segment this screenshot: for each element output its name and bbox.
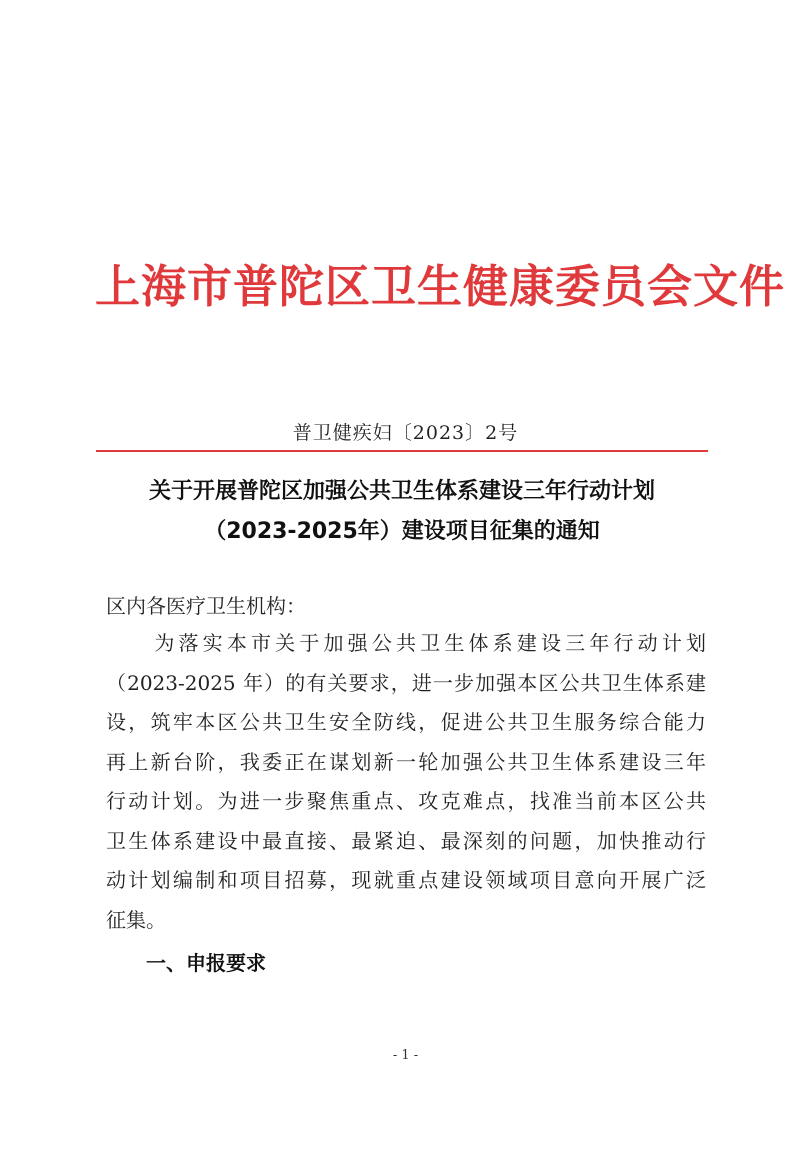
body-line: 再上新台阶，我委正在谋划新一轮加强公共卫生体系建设三年 [106,749,706,774]
body-line: 设，筑牢本区公共卫生安全防线，促进公共卫生服务综合能力 [106,710,706,734]
body-paragraph [106,624,706,940]
document-title [96,472,708,552]
title-line-2: （2023-2025年）建设项目征集的通知 [204,519,600,544]
page-number: - 1 - [392,1048,419,1063]
section-heading: 一、申报要求 [146,951,266,975]
body-line: 卫生体系建设中最直接、最紧迫、最深刻的问题，加快推动行 [106,828,706,853]
body-line: 动计划编制和项目招募，现就重点建设领域项目意向开展广泛 [106,868,706,892]
document-number: 普卫健疾妇〔2023〕2号 [292,422,519,444]
body-line: 行动计划。为进一步聚焦重点、攻克难点，找准当前本区公共 [106,789,706,813]
body-line: 征集。 [106,907,166,932]
red-divider-line [96,450,708,452]
body-line: 为落实本市关于加强公共卫生体系建设三年行动计划 [106,631,706,655]
document-masthead: 上海市普陀区卫生健康委员会文件 [95,260,786,313]
salutation: 区内各医疗卫生机构： [106,594,306,618]
title-line-1: 关于开展普陀区加强公共卫生体系建设三年行动计划 [148,479,655,504]
body-line: （2023-2025 年）的有关要求，进一步加强本区公共卫生体系建 [106,670,706,695]
